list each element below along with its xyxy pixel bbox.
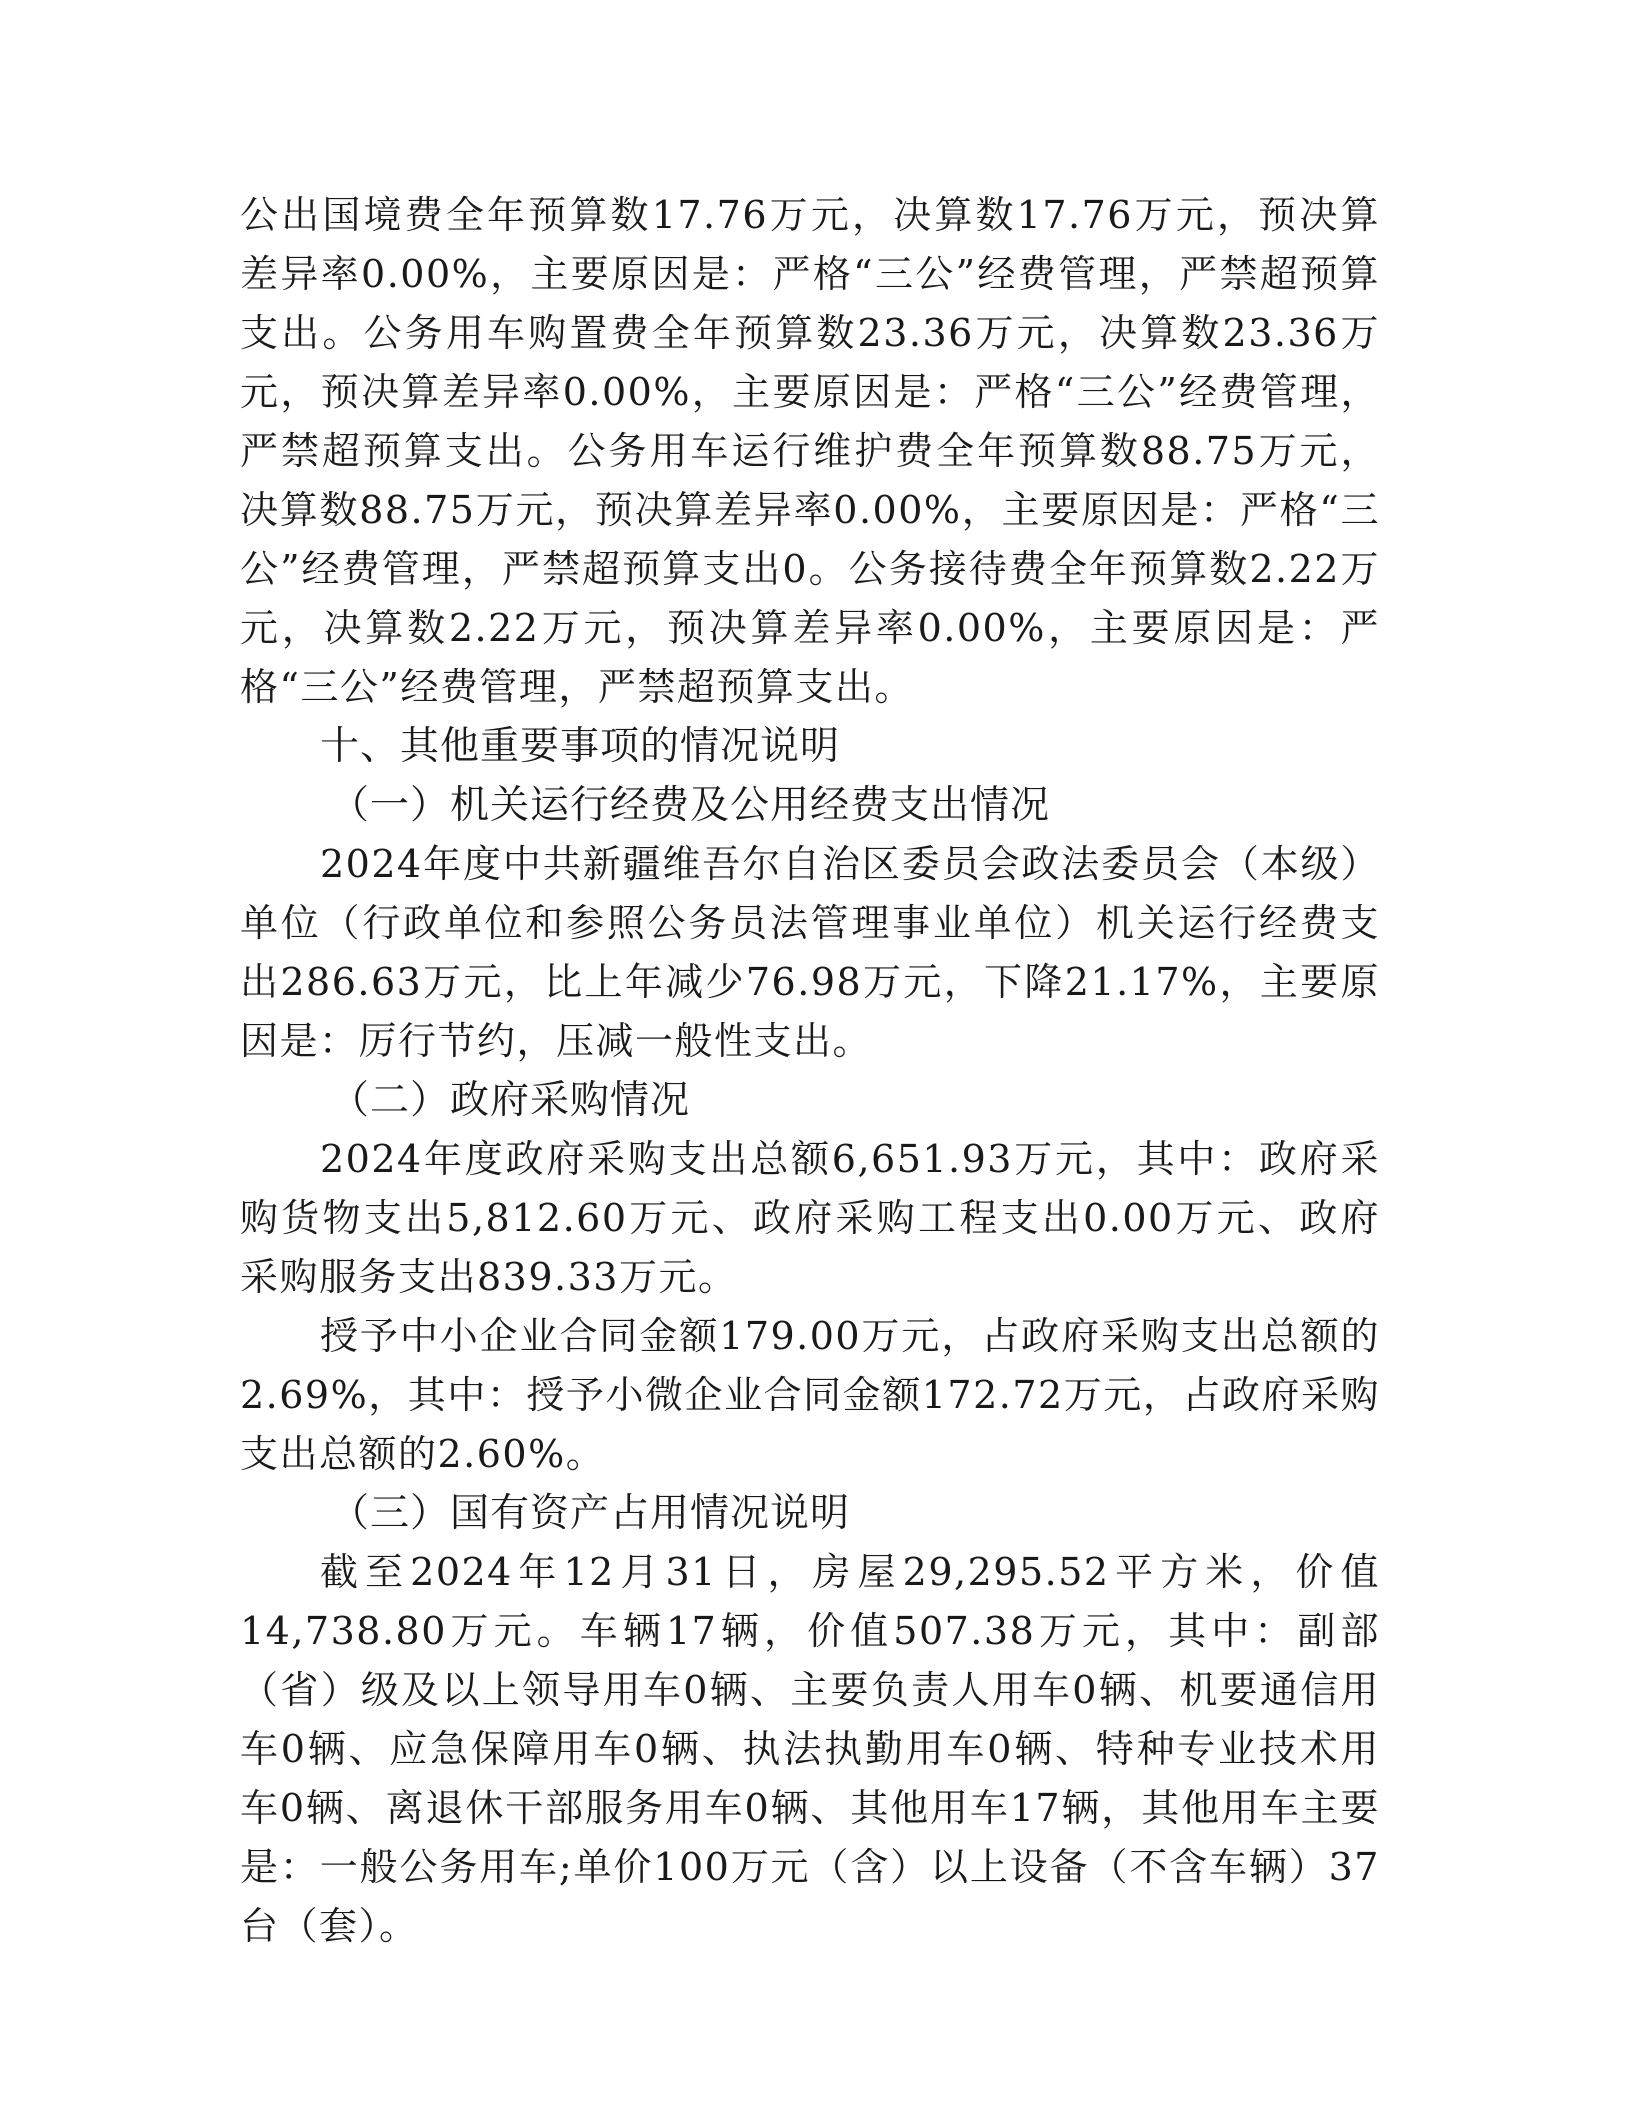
subheading-state-assets: （三）国有资产占用情况说明 (330, 1491, 851, 1536)
paragraph-procurement-sme: 授予中小企业合同金额179.00万元，占政府采购支出总额的2.69%，其中：授予小微企业合同金额172.72万元，占政府采购支出总额的2.60%。 (240, 1314, 1380, 1476)
paragraph-procurement-total: 2024年度政府采购支出总额6,651.93万元，其中：政府采购货物支出5,812.60万元、政府采购工程支出0.00万元、政府采购服务支出839.33万元。 (240, 1137, 1380, 1299)
section-heading-other-matters: 十、其他重要事项的情况说明 (320, 724, 841, 769)
paragraph-three-public-expenses: 公出国境费全年预算数17.76万元，决算数17.76万元，预决算差异率0.00%，主要原因是：严格“三公”经费管理，严禁超预算支出。公务用车购置费全年预算数23.36万元，决算数23.36万元，预决算差异率0.00%，主要原因是：严格“三公”经费管理，严禁超预算支出。公务用车运行维护费全年预算数88.75万元，决算数88.75万元，预决算差异率0.00%，主要原因是：严格“三公”经费管理，严禁超预算支出0。公务接待费全年预算数2.22万元，决算数2.22万元，预决算差异率0.00%，主要原因是：严格“三公”经费管理，严禁超预算支出。 (240, 193, 1380, 709)
paragraph-state-assets: 截至2024年12月31日，房屋29,295.52平方米，价值14,738.80万元。车辆17辆，价值507.38万元，其中：副部（省）级及以上领导用车0辆、主要负责人用车0辆、机要通信用车0辆、应急保障用车0辆、执法执勤用车0辆、特种专业技术用车0辆、离退休干部服务用车0辆、其他用车17辆，其他用车主要是：一般公务用车;单价100万元（含）以上设备（不含车辆）37台（套）。 (240, 1550, 1380, 1948)
paragraph-operating-expenses: 2024年度中共新疆维吾尔自治区委员会政法委员会（本级）单位（行政单位和参照公务员法管理事业单位）机关运行经费支出286.63万元，比上年减少76.98万元，下降21.17%，主要原因是：厉行节约，压减一般性支出。 (240, 842, 1380, 1063)
subheading-government-procurement: （二）政府采购情况 (330, 1078, 691, 1123)
document-page (240, 186, 1380, 1956)
subheading-operating-expenses: （一）机关运行经费及公用经费支出情况 (330, 783, 1051, 828)
